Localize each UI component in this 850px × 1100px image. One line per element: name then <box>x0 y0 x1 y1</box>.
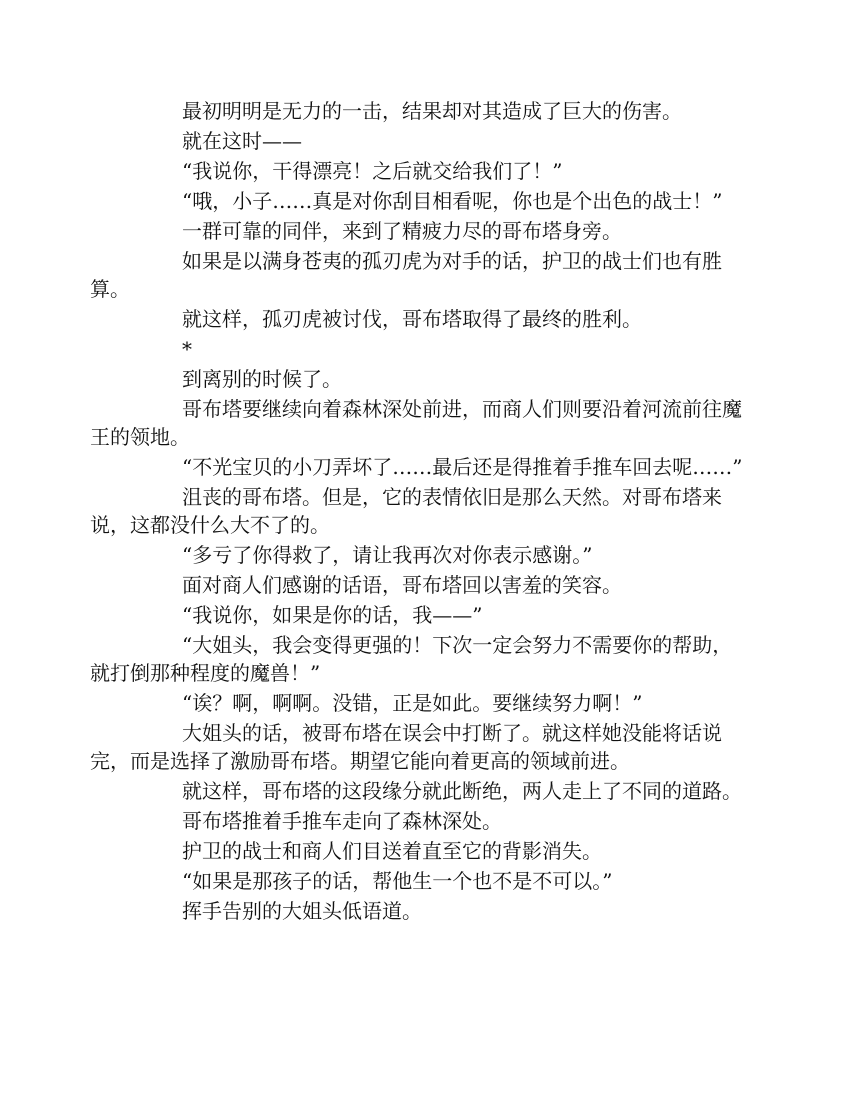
paragraph: “如果是那孩子的话，帮他生一个也不是不可以。” <box>182 869 613 893</box>
paragraph: 挥手告别的大姐头低语道。 <box>182 899 422 923</box>
paragraph: “诶？啊，啊啊。没错，正是如此。要继续努力啊！” <box>182 691 643 715</box>
paragraph: “多亏了你得救了，请让我再次对你表示感谢。” <box>182 543 593 567</box>
paragraph: “不光宝贝的小刀弄坏了……最后还是得推着手推车回去呢……” <box>182 455 743 479</box>
paragraph: 哥布塔推着手推车走向了森林深处。 <box>182 809 502 833</box>
paragraph: “大姐头，我会变得更强的！下次一定会努力不需要你的帮助，就打倒那种程度的魔兽！” <box>90 633 733 685</box>
paragraph: 护卫的战士和商人们目送着直至它的背影消失。 <box>182 839 602 863</box>
paragraph: “我说你，如果是你的话，我——” <box>182 603 483 627</box>
paragraph: 到离别的时候了。 <box>182 367 342 391</box>
paragraph: “哦，小子……真是对你刮目相看呢，你也是个出色的战士！” <box>182 189 723 213</box>
paragraph: 就在这时—— <box>182 129 302 153</box>
paragraph: 面对商人们感谢的话语，哥布塔回以害羞的笑容。 <box>182 573 622 597</box>
text-body <box>90 97 752 927</box>
paragraph: 最初明明是无力的一击，结果却对其造成了巨大的伤害。 <box>182 99 682 123</box>
paragraph: 沮丧的哥布塔。但是，它的表情依旧是那么天然。对哥布塔来说，这都没什么大不了的。 <box>90 485 722 537</box>
scene-break: * <box>182 337 192 361</box>
paragraph: 一群可靠的同伴，来到了精疲力尽的哥布塔身旁。 <box>182 219 622 243</box>
paragraph: 就这样，孤刃虎被讨伐，哥布塔取得了最终的胜利。 <box>182 307 642 331</box>
paragraph: 如果是以满身苍夷的孤刃虎为对手的话，护卫的战士们也有胜算。 <box>90 249 722 301</box>
paragraph: 大姐头的话，被哥布塔在误会中打断了。就这样她没能将话说完，而是选择了激励哥布塔。期望它能向着更高的领域前进。 <box>90 721 722 773</box>
paragraph: 哥布塔要继续向着森林深处前进，而商人们则要沿着河流前往魔王的领地。 <box>90 397 742 449</box>
paragraph: “我说你，干得漂亮！之后就交给我们了！” <box>182 159 563 183</box>
paragraph: 就这样，哥布塔的这段缘分就此断绝，两人走上了不同的道路。 <box>182 779 742 803</box>
